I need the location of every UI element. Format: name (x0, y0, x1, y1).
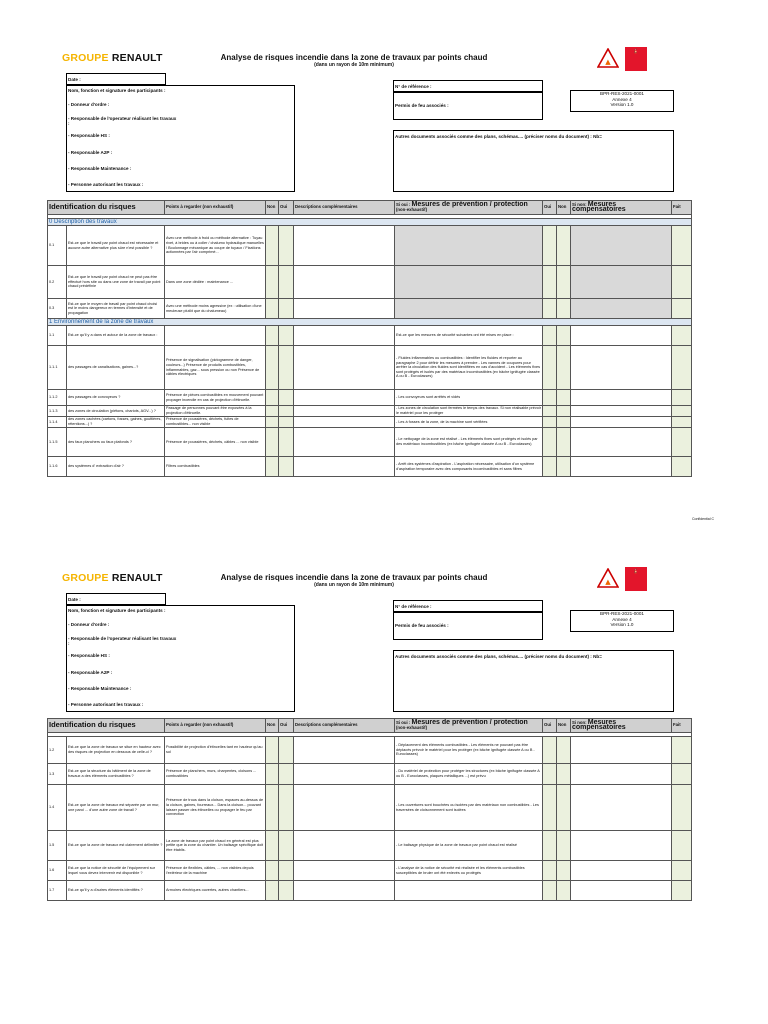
row-points: Avec une méthode moins agressive (ex : utilisation d'une meuleuse plutôt que du chalumeau) (165, 299, 266, 319)
permis-label: Permis de feu associés : (395, 103, 449, 108)
fait-checkbox[interactable] (672, 764, 692, 785)
oui-checkbox[interactable] (279, 764, 294, 785)
fait-checkbox[interactable] (672, 861, 692, 881)
description-cell[interactable] (294, 417, 395, 428)
oui-checkbox[interactable] (279, 266, 294, 299)
non2-checkbox[interactable] (557, 417, 571, 428)
non-checkbox[interactable] (266, 406, 279, 417)
row-mesures: - Le balisage physique de la zone de travaux par point chaud est réalisé (395, 831, 543, 861)
oui-checkbox[interactable] (279, 861, 294, 881)
donneur-label: - Donneur d'ordre : (68, 622, 110, 627)
fait-checkbox[interactable] (672, 299, 692, 319)
autres-docs-label: Autres documents associés comme des plans, schémas.... (préciser noms du document) : Nb= (395, 654, 602, 659)
svg-text:▲: ▲ (605, 58, 611, 66)
oui2-checkbox[interactable] (543, 737, 557, 764)
table-row (48, 406, 692, 417)
oui-checkbox[interactable] (279, 390, 294, 406)
non2-checkbox[interactable] (557, 266, 571, 299)
non-checkbox[interactable] (266, 326, 279, 346)
row-points: Présence de poussières, déchets, fuites de combustibles... non visible (165, 417, 266, 428)
header-identification: Identification du risques (48, 719, 165, 733)
row-mesures: - Du matériel de protection pour protéger les structures (ex bâche ignifugée classée A ou B - Euroclasses, plaques métalliques ...) est prévu (395, 764, 543, 785)
header-compensatoires: Si non: Mesures compensatoires (571, 201, 672, 215)
table-row (48, 457, 692, 477)
row-number: 0.3 (48, 299, 67, 319)
table-row (48, 428, 692, 457)
compensatoires-cell[interactable] (571, 266, 672, 299)
fait-checkbox[interactable] (672, 417, 692, 428)
oui-checkbox[interactable] (279, 785, 294, 831)
table-row (48, 881, 692, 901)
table-row (48, 326, 692, 346)
row-points: Dans une zone dédiée : maintenance ... (165, 266, 266, 299)
row-points: Présence de pièces combustibles en mouvement pouvant propager incendie en cas de projection d'étincelle. (165, 390, 266, 406)
compensatoires-cell[interactable] (571, 226, 672, 266)
header-descriptions: Descriptions complémentaires (294, 719, 395, 733)
description-cell[interactable] (294, 785, 395, 831)
row-mesures: - Fluides inflammables ou combustibles : Identifier les fluides et reporter au paragraphe 2 pour définir les mesures à prendre - Les vannes de coupures pour arrêter la circulation des fluides sont identifiées en cas d'accident - Les éléments fixes sont protégés et isolés par des matériaux incombustibles (ex bâche ignifugée classée A ou B - Euroclasses) (395, 346, 543, 390)
row-mesures: - Arrêt des systèmes d'aspiration - L'aspiration nécessaire, utilisation d'un système d'aspiration temporaire avec des composants incombustibles et sans filtres (395, 457, 543, 477)
header-points: Points à regarder (non exhaustif) (165, 201, 266, 215)
fait-checkbox[interactable] (672, 226, 692, 266)
oui-checkbox[interactable] (279, 831, 294, 861)
document-title: Analyse de risques incendie dans la zone de travaux par points chaud (220, 573, 488, 582)
reference-code: BPR-RES-2021-0001 Annexe 4 Version 1.0 (600, 91, 644, 107)
fait-checkbox[interactable] (672, 831, 692, 861)
oui2-checkbox[interactable] (543, 346, 557, 390)
row-mesures: - Les zones de circulation sont fermées le temps des travaux. Si non réalisable prévoir le matériel pour les protéger (396, 406, 541, 415)
resp-hs-label: - Responsable HS : (68, 653, 110, 658)
description-cell[interactable] (294, 881, 395, 901)
non-checkbox[interactable] (266, 266, 279, 299)
resp-maint-label: - Responsable Maintenance : (68, 686, 132, 691)
non-checkbox[interactable] (266, 831, 279, 861)
compensatoires-cell[interactable] (571, 390, 672, 406)
header-fait: Fait (672, 201, 692, 215)
header-mesures: Si oui : Mesures de prévention / protection (non-exhaustif) (395, 719, 543, 733)
non2-checkbox[interactable] (557, 831, 571, 861)
oui-checkbox[interactable] (279, 299, 294, 319)
non-checkbox[interactable] (266, 417, 279, 428)
non2-checkbox[interactable] (557, 326, 571, 346)
row-question: des passages de canalisations, gaines...? (67, 346, 165, 390)
table-header (48, 719, 692, 733)
fait-checkbox[interactable] (672, 737, 692, 764)
page-1 (0, 0, 768, 500)
non2-checkbox[interactable] (557, 881, 571, 901)
row-mesures (395, 266, 543, 299)
fait-checkbox[interactable] (672, 346, 692, 390)
table-row (48, 226, 692, 266)
oui2-checkbox[interactable] (543, 299, 557, 319)
row-question: Est-ce que le travail par point chaud ne peut pas être effectué hors site ou dans une zone de travail par point chaud prédéfinie (67, 266, 165, 299)
oui2-checkbox[interactable] (543, 457, 557, 477)
row-question: Est-ce qu'il y a dans et autour de la zone de travaux : (67, 326, 165, 346)
oui2-checkbox[interactable] (543, 785, 557, 831)
fait-checkbox[interactable] (672, 428, 692, 457)
non-checkbox[interactable] (266, 861, 279, 881)
compensatoires-cell[interactable] (571, 881, 672, 901)
non-checkbox[interactable] (266, 226, 279, 266)
table-row (48, 861, 692, 881)
row-number: 1.1.5 (48, 428, 67, 457)
non-checkbox[interactable] (266, 299, 279, 319)
description-cell[interactable] (294, 226, 395, 266)
description-cell[interactable] (294, 390, 395, 406)
row-question: Est-ce que la notice de sécurité de l'équipement sur lequel vous devez intervenir est disponible ? (67, 861, 165, 881)
row-question: Est-ce que la structure du bâtiment de la zone de travaux a des éléments combustibles ? (67, 764, 165, 785)
autres-docs-box (393, 650, 674, 712)
row-question: Est-ce que la zone de travaux se situe en hauteur avec des risques de projection en dessous de celle-ci ? (67, 737, 165, 764)
row-question: Est-ce que le travail par point chaud est nécessaire et aucune autre alternative plus sûre n'est possible ? (67, 226, 165, 266)
oui-checkbox[interactable] (279, 226, 294, 266)
resp-a2p-label: - Responsable A2P : (68, 150, 113, 155)
autorisant-label: - Personne autorisant les travaux : (68, 702, 144, 707)
row-question: des zones de circulation (piétons, chariots, AGV...) ? (67, 406, 165, 417)
row-question: Est-ce que la zone de travaux est clairement délimitée ? (67, 831, 165, 861)
row-number: 0.1 (48, 226, 67, 266)
table-header (48, 201, 692, 215)
row-question: des passages de convoyeurs ? (67, 390, 165, 406)
oui2-checkbox[interactable] (543, 428, 557, 457)
row-mesures (395, 881, 543, 901)
compensatoires-cell[interactable] (571, 299, 672, 319)
description-cell[interactable] (294, 346, 395, 390)
oui2-checkbox[interactable] (543, 764, 557, 785)
oui2-checkbox[interactable] (543, 881, 557, 901)
description-cell[interactable] (294, 326, 395, 346)
row-points: Présence de planchers, murs, charpentes, cloisons ... combustibles (165, 764, 266, 785)
non2-checkbox[interactable] (557, 764, 571, 785)
oui-checkbox[interactable] (279, 737, 294, 764)
row-mesures: - Les ouvertures sont bouchées ou isolées par des matériaux non combustibles - Les traversées de cloisonnement sont isolées (395, 785, 543, 831)
table-row (48, 764, 692, 785)
row-number: 1.4 (48, 785, 67, 831)
oui-checkbox[interactable] (279, 346, 294, 390)
description-cell[interactable] (294, 831, 395, 861)
oui2-checkbox[interactable] (543, 390, 557, 406)
header-oui: Oui (279, 201, 294, 215)
compensatoires-cell[interactable] (571, 457, 672, 477)
document-subtitle: (dans un rayon de 10m minimum) (314, 62, 394, 68)
row-mesures (395, 299, 543, 319)
header-oui2: Oui (543, 719, 557, 733)
row-points: Avec une méthode à froid ou méthode alternative : Tuyau rivet, à brides ou à coller / chalumo hydraulique manuelles / Boulonnage mécanique au coupe de tuyaux / Fixations actionnées par l'air comprimé... (165, 226, 266, 266)
oui2-checkbox[interactable] (543, 831, 557, 861)
participants-label: Nom, fonction et signature des participants : (68, 88, 166, 93)
date-label: Date : (68, 77, 81, 82)
non-checkbox[interactable] (266, 457, 279, 477)
non-checkbox[interactable] (266, 881, 279, 901)
reference-label: N° de référence : (395, 84, 432, 89)
autres-docs-label: Autres documents associés comme des plans, schémas.... (préciser noms du document) : Nb= (395, 134, 602, 139)
section-row (48, 219, 692, 226)
groupe-renault-logo: GROUPE RENAULT (62, 572, 163, 584)
header-oui2: Oui (543, 201, 557, 215)
row-mesures: - Le nettoyage de la zone est réalisé - Les éléments fixes sont protégés et isolés par des matériaux incombustibles (ex bâche ignifugée classée A ou B - Euroclasses) (395, 428, 543, 457)
non2-checkbox[interactable] (557, 861, 571, 881)
row-points: Présence de poussières, déchets, câbles ... non visible (165, 428, 266, 457)
row-number: 0.2 (48, 266, 67, 299)
table-row (48, 390, 692, 406)
oui-checkbox[interactable] (279, 417, 294, 428)
table-row (48, 299, 692, 319)
row-points: La zone de travaux par point chaud en général est plus petite que la zone du chantier. Un balisage spécifique doit être établis. (165, 831, 266, 861)
header-descriptions: Descriptions complémentaires (294, 201, 395, 215)
row-mesures (395, 226, 543, 266)
header-compensatoires: Si non: Mesures compensatoires (571, 719, 672, 733)
compensatoires-cell[interactable] (571, 417, 672, 428)
fait-checkbox[interactable] (672, 457, 692, 477)
non-checkbox[interactable] (266, 428, 279, 457)
description-cell[interactable] (294, 764, 395, 785)
oui-checkbox[interactable] (279, 406, 294, 417)
non-checkbox[interactable] (266, 737, 279, 764)
non-checkbox[interactable] (266, 785, 279, 831)
non2-checkbox[interactable] (557, 299, 571, 319)
row-number: 1.3 (48, 764, 67, 785)
oui-checkbox[interactable] (279, 881, 294, 901)
resp-operateur-label: - Responsable de l'operateur réalisant les travaux : (68, 116, 177, 126)
table-row (48, 831, 692, 861)
non2-checkbox[interactable] (557, 737, 571, 764)
fait-checkbox[interactable] (672, 785, 692, 831)
fait-checkbox[interactable] (672, 266, 692, 299)
non2-checkbox[interactable] (557, 457, 571, 477)
fire-extinguisher-icon: 🧯 (625, 567, 647, 591)
row-mesures: - L'analyse de la notice de sécurité est réalisée et les éléments combustibles susceptibles de bruler ont été enlevés ou protégés (395, 861, 543, 881)
autres-docs-box (393, 130, 674, 192)
date-label: Date : (68, 597, 81, 602)
page-2 (0, 520, 768, 1020)
row-points: Présence de trous dans la cloison, espaces au-dessus de la cloison, gaines, fourreaux... Dans la cloison... pouvant laisser passer des étincelles ou propager le feu par convection (165, 785, 266, 831)
description-cell[interactable] (294, 457, 395, 477)
row-mesures: - Les à fosses de la zone, de la machine sont vérifiées (395, 417, 543, 428)
description-cell[interactable] (294, 428, 395, 457)
description-cell[interactable] (294, 299, 395, 319)
oui2-checkbox[interactable] (543, 226, 557, 266)
non2-checkbox[interactable] (557, 785, 571, 831)
donneur-label: - Donneur d'ordre : (68, 102, 110, 107)
date-box (66, 73, 166, 85)
row-number: 1.1.6 (48, 457, 67, 477)
compensatoires-cell[interactable] (571, 326, 672, 346)
description-cell[interactable] (294, 737, 395, 764)
header-non2: Non (557, 201, 571, 215)
warning-triangle-icon (597, 568, 619, 588)
table-row (48, 346, 692, 390)
non2-checkbox[interactable] (557, 226, 571, 266)
oui2-checkbox[interactable] (543, 417, 557, 428)
section-row (48, 319, 692, 326)
fait-checkbox[interactable] (672, 881, 692, 901)
svg-text:▲: ▲ (605, 578, 611, 586)
table-row (48, 785, 692, 831)
non-checkbox[interactable] (266, 390, 279, 406)
row-number: 1.1.3 (48, 406, 67, 417)
permis-label: Permis de feu associés : (395, 623, 449, 628)
section-title: 0 Description des travaux (48, 219, 692, 226)
header-non: Non (266, 719, 279, 733)
row-number: 1.1.1 (48, 346, 67, 390)
autorisant-label: - Personne autorisant les travaux : (68, 182, 144, 187)
header-non2: Non (557, 719, 571, 733)
description-cell[interactable] (294, 406, 395, 417)
document-subtitle: (dans un rayon de 10m minimum) (314, 582, 394, 588)
header-identification: Identification du risques (48, 201, 165, 215)
description-cell[interactable] (294, 861, 395, 881)
table-row (48, 266, 692, 299)
oui-checkbox[interactable] (279, 326, 294, 346)
risk-table (47, 718, 692, 901)
warning-triangle-icon (597, 48, 619, 68)
row-mesures: - Déplacement des éléments combustibles - Les éléments ne pouvant pas être déplacés prévoir le matériel pour les protéger (ex bâche ignifugée classée A ou B - Euroclasses) (395, 737, 543, 764)
groupe-renault-logo: GROUPE RENAULT (62, 52, 163, 64)
row-points: Filtres combustibles (165, 457, 266, 477)
non2-checkbox[interactable] (557, 428, 571, 457)
row-mesures: - Les convoyeurs sont arrêtés et vidés (395, 390, 543, 406)
row-question: des faux planchers ou faux plafonds ? (67, 428, 165, 457)
header-fait: Fait (672, 719, 692, 733)
compensatoires-cell[interactable] (571, 785, 672, 831)
row-number: 1.7 (48, 881, 67, 901)
table-row (48, 737, 692, 764)
non2-checkbox[interactable] (557, 390, 571, 406)
fait-checkbox[interactable] (672, 390, 692, 406)
compensatoires-cell[interactable] (571, 428, 672, 457)
compensatoires-cell[interactable] (571, 861, 672, 881)
row-mesures: Est-ce que les mesures de sécurité suivantes ont été mises en place : (395, 326, 543, 346)
row-question: Est-ce que le moyen de travail par point chaud choisi est le moins dangereux en termes d'intensité et de propagation (67, 299, 165, 319)
header-points: Points à regarder (non exhaustif) (165, 719, 266, 733)
risk-table (47, 200, 692, 477)
row-number: 1.6 (48, 861, 67, 881)
compensatoires-cell[interactable] (571, 346, 672, 390)
row-points: Présence de flexibles, câbles, ... non visibles depuis l'extérieur de la machine (165, 861, 266, 881)
resp-maint-label: - Responsable Maintenance : (68, 166, 132, 171)
row-number: 1.5 (48, 831, 67, 861)
non2-checkbox[interactable] (557, 346, 571, 390)
row-question: des systèmes d' extraction d'air ? (67, 457, 165, 477)
compensatoires-cell[interactable] (571, 831, 672, 861)
section-title: 1 Environnement de la zone de travaux (48, 319, 692, 326)
row-question: Est-ce qu'il y a d'autres éléments identifiés ? (67, 881, 165, 901)
row-points: Passage de personnes pouvant être exposées à la projection d'étincelle. (165, 406, 266, 417)
header-mesures: Si oui : Mesures de prévention / protection (non-exhaustif) (395, 201, 543, 215)
oui2-checkbox[interactable] (543, 326, 557, 346)
compensatoires-cell[interactable] (571, 406, 672, 417)
row-points: Présence de signalisation (pictogramme de danger, couleurs...) Présence de produits combustibles, inflammables, gaz... sous pression ou non Présence de câbles électriques (165, 346, 266, 390)
oui-checkbox[interactable] (279, 428, 294, 457)
oui2-checkbox[interactable] (543, 406, 557, 417)
confidential-label: Confidential C (692, 517, 714, 521)
oui2-checkbox[interactable] (543, 861, 557, 881)
non-checkbox[interactable] (266, 346, 279, 390)
row-question: Est-ce que la zone de travaux est séparée par un mur, une paroi ... d'une autre zone de travail ? (67, 785, 165, 831)
compensatoires-cell[interactable] (571, 737, 672, 764)
header-oui: Oui (279, 719, 294, 733)
oui-checkbox[interactable] (279, 457, 294, 477)
non2-checkbox[interactable] (557, 406, 571, 417)
resp-hs-label: - Responsable HS : (68, 133, 110, 138)
header-non: Non (266, 201, 279, 215)
row-number: 1.2 (48, 737, 67, 764)
oui2-checkbox[interactable] (543, 266, 557, 299)
row-points: Armoires électriques ouvertes, autres chantiers... (165, 881, 266, 901)
fait-checkbox[interactable] (672, 406, 692, 417)
participants-label: Nom, fonction et signature des participants : (68, 608, 166, 613)
row-question: des zones cachées (cartons, fosses, gaines, gouttières, rétentions...) ? (67, 417, 165, 428)
reference-label: N° de référence : (395, 604, 432, 609)
description-cell[interactable] (294, 266, 395, 299)
date-box (66, 593, 166, 605)
row-number: 1.1.2 (48, 390, 67, 406)
document-title: Analyse de risques incendie dans la zone de travaux par points chaud (220, 53, 488, 62)
resp-a2p-label: - Responsable A2P : (68, 670, 113, 675)
fait-checkbox[interactable] (672, 326, 692, 346)
non-checkbox[interactable] (266, 764, 279, 785)
row-points (165, 326, 266, 346)
fire-extinguisher-icon: 🧯 (625, 47, 647, 71)
table-row (48, 417, 692, 428)
compensatoires-cell[interactable] (571, 764, 672, 785)
resp-operateur-label: - Responsable de l'operateur réalisant les travaux : (68, 636, 177, 646)
row-number: 1.1 (48, 326, 67, 346)
row-points: Possibilité de projection d'étincelles tant en hauteur qu'au sol (165, 737, 266, 764)
reference-code: BPR-RES-2021-0001 Annexe 4 Version 1.0 (600, 611, 644, 627)
row-number: 1.1.4 (48, 417, 67, 428)
